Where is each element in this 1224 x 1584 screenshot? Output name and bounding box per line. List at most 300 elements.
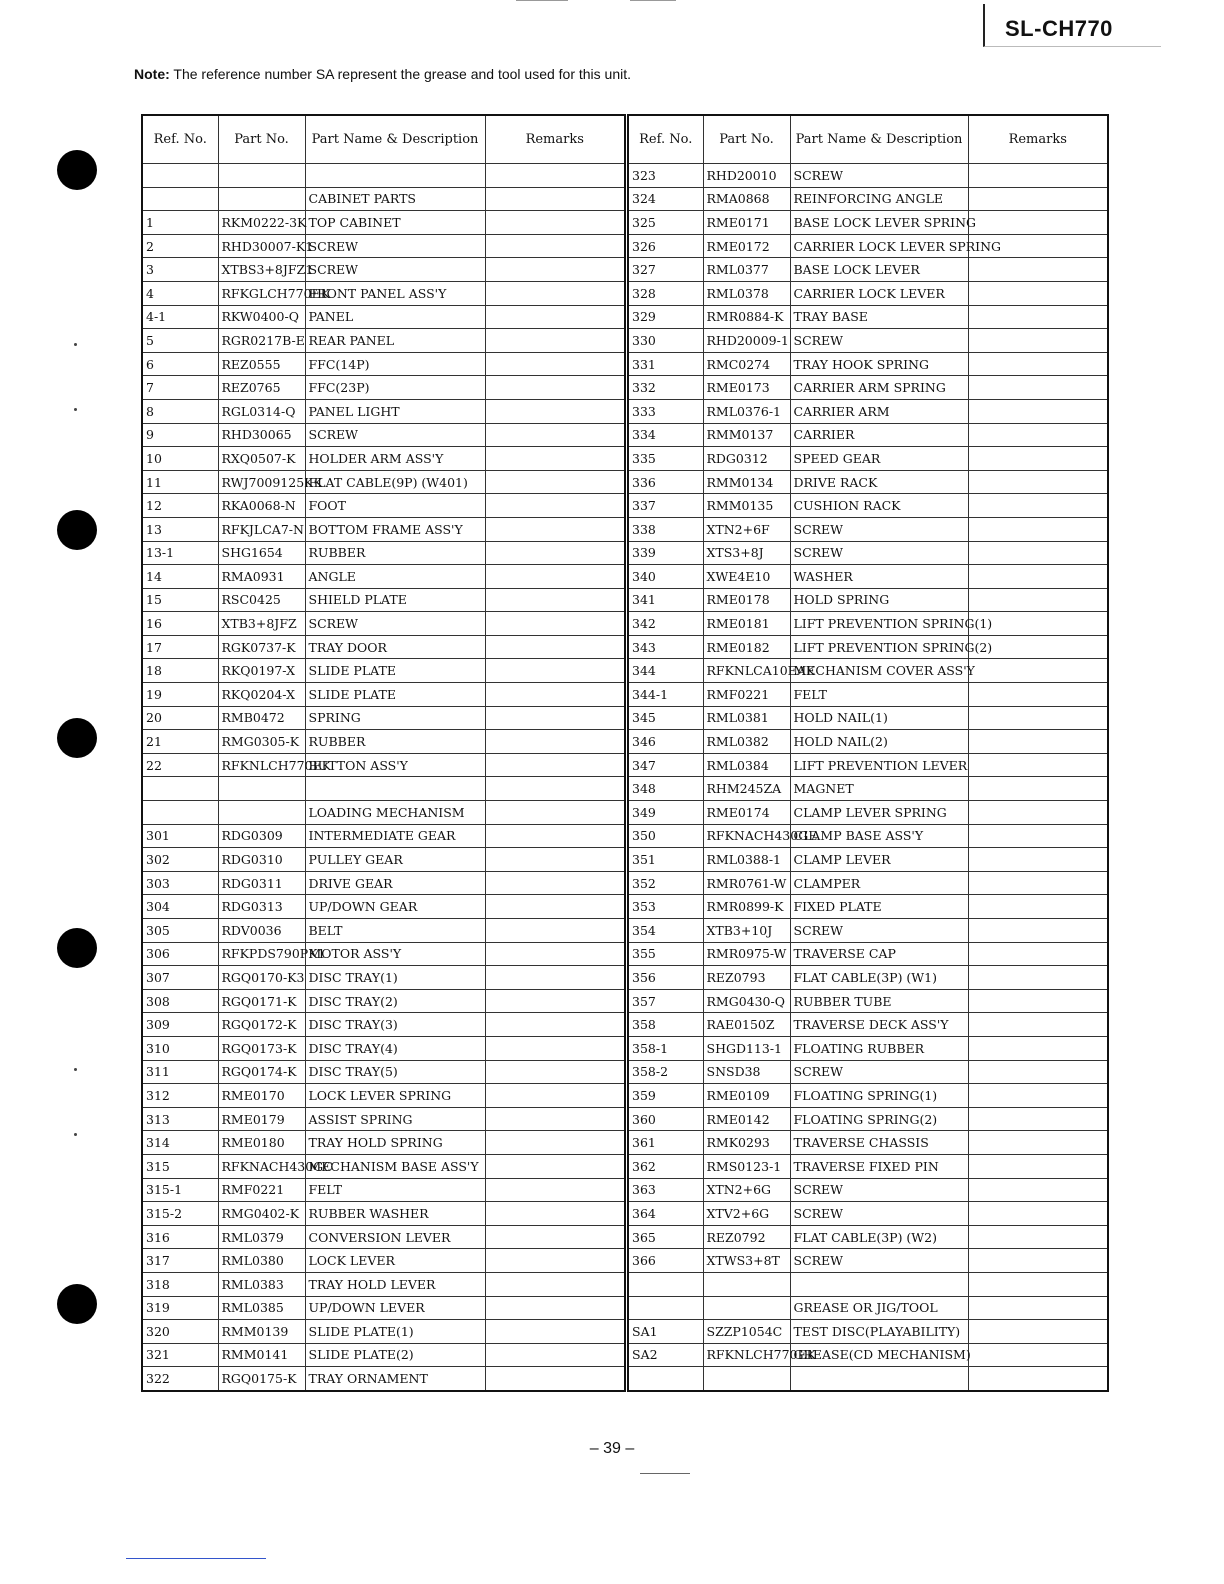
part-name-cell: DISC TRAY(1) xyxy=(305,966,485,990)
table-row xyxy=(142,399,625,423)
ref-no-cell: 366 xyxy=(628,1249,703,1273)
remarks-cell xyxy=(968,258,1108,282)
part-no-cell: RME0179 xyxy=(218,1107,305,1131)
ref-no-cell: 14 xyxy=(142,565,218,589)
part-no-cell: RDG0313 xyxy=(218,895,305,919)
part-name-cell: CARRIER ARM SPRING xyxy=(790,376,968,400)
remarks-cell xyxy=(485,1013,625,1037)
ref-no-cell xyxy=(628,1272,703,1296)
remarks-cell xyxy=(485,635,625,659)
ref-no-cell: 358-1 xyxy=(628,1036,703,1060)
ref-no-cell: 301 xyxy=(142,824,218,848)
part-no-cell: RDG0309 xyxy=(218,824,305,848)
table-row xyxy=(628,1131,1108,1155)
table-row xyxy=(628,376,1108,400)
remarks-cell xyxy=(968,919,1108,943)
table-row xyxy=(628,683,1108,707)
part-no-cell xyxy=(218,164,305,188)
part-no-cell xyxy=(218,801,305,825)
part-name-cell: SLIDE PLATE(1) xyxy=(305,1320,485,1344)
table-row xyxy=(142,164,625,188)
part-name-cell: ANGLE xyxy=(305,565,485,589)
part-no-cell: RGK0737-K xyxy=(218,635,305,659)
remarks-cell xyxy=(485,517,625,541)
ref-no-cell: 7 xyxy=(142,376,218,400)
remarks-cell xyxy=(485,1225,625,1249)
column-header-part-name: Part Name & Description xyxy=(790,115,968,164)
part-no-cell: RME0109 xyxy=(703,1084,790,1108)
ref-no-cell: 305 xyxy=(142,919,218,943)
binder-hole xyxy=(57,150,97,190)
part-no-cell: RGQ0170-K3 xyxy=(218,966,305,990)
part-name-cell: SCREW xyxy=(790,1060,968,1084)
ref-no-cell: 20 xyxy=(142,706,218,730)
table-row xyxy=(628,352,1108,376)
part-name-cell: CLAMPER xyxy=(790,871,968,895)
ref-no-cell: 357 xyxy=(628,989,703,1013)
remarks-cell xyxy=(968,447,1108,471)
column-header-part-no: Part No. xyxy=(703,115,790,164)
part-name-cell: TOP CABINET xyxy=(305,211,485,235)
part-name-cell: LOADING MECHANISM xyxy=(305,801,485,825)
part-no-cell: REZ0765 xyxy=(218,376,305,400)
remarks-cell xyxy=(968,470,1108,494)
part-name-cell: INTERMEDIATE GEAR xyxy=(305,824,485,848)
ref-no-cell: 17 xyxy=(142,635,218,659)
part-name-cell: TRAVERSE DECK ASS'Y xyxy=(790,1013,968,1037)
part-name-cell: MECHANISM COVER ASS'Y xyxy=(790,659,968,683)
part-name-cell: PANEL xyxy=(305,305,485,329)
remarks-cell xyxy=(485,1107,625,1131)
part-name-cell: FLOATING SPRING(2) xyxy=(790,1107,968,1131)
table-row xyxy=(142,801,625,825)
part-name-cell: FRONT PANEL ASS'Y xyxy=(305,281,485,305)
ref-no-cell: 16 xyxy=(142,612,218,636)
remarks-cell xyxy=(485,942,625,966)
ref-no-cell: 2 xyxy=(142,234,218,258)
remarks-cell xyxy=(968,753,1108,777)
table-row xyxy=(142,494,625,518)
ref-no-cell: 315-2 xyxy=(142,1202,218,1226)
table-row xyxy=(142,612,625,636)
remarks-cell xyxy=(485,164,625,188)
part-no-cell: RMR0884-K xyxy=(703,305,790,329)
ref-no-cell: 347 xyxy=(628,753,703,777)
remarks-cell xyxy=(485,305,625,329)
part-name-cell: CABINET PARTS xyxy=(305,187,485,211)
table-row xyxy=(628,706,1108,730)
remarks-cell xyxy=(968,659,1108,683)
part-no-cell: RML0377 xyxy=(703,258,790,282)
part-no-cell: RME0178 xyxy=(703,588,790,612)
part-name-cell: RUBBER xyxy=(305,730,485,754)
parts-table-left xyxy=(141,114,626,1392)
table-row xyxy=(142,1036,625,1060)
ref-no-cell: 338 xyxy=(628,517,703,541)
ref-no-cell: 12 xyxy=(142,494,218,518)
part-no-cell: RME0170 xyxy=(218,1084,305,1108)
table-row xyxy=(628,164,1108,188)
part-name-cell: TRAY ORNAMENT xyxy=(305,1367,485,1391)
part-no-cell: RDG0311 xyxy=(218,871,305,895)
binder-hole xyxy=(57,510,97,550)
remarks-cell xyxy=(968,1296,1108,1320)
part-no-cell: RME0171 xyxy=(703,211,790,235)
ref-no-cell: 4 xyxy=(142,281,218,305)
table-row xyxy=(628,494,1108,518)
table-row xyxy=(628,659,1108,683)
part-name-cell: SLIDE PLATE xyxy=(305,659,485,683)
table-row xyxy=(628,1202,1108,1226)
table-row xyxy=(142,1131,625,1155)
remarks-cell xyxy=(485,753,625,777)
part-name-cell xyxy=(305,164,485,188)
scan-line xyxy=(516,0,568,1)
remarks-cell xyxy=(968,1202,1108,1226)
table-row xyxy=(628,919,1108,943)
binder-hole xyxy=(57,718,97,758)
part-no-cell: RFKNACH430GC xyxy=(218,1154,305,1178)
table-row xyxy=(142,565,625,589)
part-no-cell: RWJ7009125KK xyxy=(218,470,305,494)
part-name-cell: ASSIST SPRING xyxy=(305,1107,485,1131)
part-name-cell: SCREW xyxy=(305,258,485,282)
remarks-cell xyxy=(485,1202,625,1226)
part-no-cell: XTBS3+8JFZ1 xyxy=(218,258,305,282)
table-row xyxy=(628,1249,1108,1273)
part-no-cell: RXQ0507-K xyxy=(218,447,305,471)
remarks-cell xyxy=(968,494,1108,518)
part-no-cell: RME0182 xyxy=(703,635,790,659)
part-name-cell: CLAMP BASE ASS'Y xyxy=(790,824,968,848)
remarks-cell xyxy=(968,777,1108,801)
table-row xyxy=(142,281,625,305)
remarks-cell xyxy=(968,305,1108,329)
remarks-cell xyxy=(968,164,1108,188)
ref-no-cell: 317 xyxy=(142,1249,218,1273)
table-row xyxy=(142,635,625,659)
ref-no-cell: 315 xyxy=(142,1154,218,1178)
part-name-cell: DISC TRAY(5) xyxy=(305,1060,485,1084)
table-row xyxy=(628,777,1108,801)
ref-no-cell: 330 xyxy=(628,329,703,353)
part-no-cell: XTN2+6G xyxy=(703,1178,790,1202)
table-row xyxy=(142,1154,625,1178)
part-name-cell: MAGNET xyxy=(790,777,968,801)
table-header-row xyxy=(628,115,1108,164)
part-no-cell: RMR0899-K xyxy=(703,895,790,919)
ref-no-cell: 310 xyxy=(142,1036,218,1060)
remarks-cell xyxy=(485,706,625,730)
part-name-cell: SPEED GEAR xyxy=(790,447,968,471)
ref-no-cell: 324 xyxy=(628,187,703,211)
table-row xyxy=(142,683,625,707)
ref-no-cell: 356 xyxy=(628,966,703,990)
part-name-cell: GREASE OR JIG/TOOL xyxy=(790,1296,968,1320)
table-row xyxy=(628,1296,1108,1320)
part-no-cell: XTWS3+8T xyxy=(703,1249,790,1273)
part-name-cell: CARRIER LOCK LEVER xyxy=(790,281,968,305)
part-no-cell: RMF0221 xyxy=(218,1178,305,1202)
remarks-cell xyxy=(485,399,625,423)
table-row xyxy=(142,1249,625,1273)
note-text: The reference number SA represent the grease and tool used for this unit. xyxy=(169,66,632,82)
part-no-cell: XTB3+8JFZ xyxy=(218,612,305,636)
ref-no-cell: 328 xyxy=(628,281,703,305)
table-row xyxy=(628,824,1108,848)
table-row xyxy=(628,565,1108,589)
part-no-cell: RDG0312 xyxy=(703,447,790,471)
table-row xyxy=(628,517,1108,541)
remarks-cell xyxy=(485,659,625,683)
table-row xyxy=(628,1225,1108,1249)
table-row xyxy=(628,801,1108,825)
ref-no-cell: 335 xyxy=(628,447,703,471)
ref-no-cell: 333 xyxy=(628,399,703,423)
part-name-cell xyxy=(790,1272,968,1296)
parts-table-right-body xyxy=(628,164,1108,1391)
column-header-ref-no: Ref. No. xyxy=(142,115,218,164)
ref-no-cell: 313 xyxy=(142,1107,218,1131)
part-no-cell: RMM0139 xyxy=(218,1320,305,1344)
remarks-cell xyxy=(968,329,1108,353)
remarks-cell xyxy=(968,1272,1108,1296)
remarks-cell xyxy=(485,612,625,636)
ref-no-cell: 362 xyxy=(628,1154,703,1178)
remarks-cell xyxy=(485,1367,625,1391)
ref-no-cell: 311 xyxy=(142,1060,218,1084)
table-row xyxy=(628,1013,1108,1037)
remarks-cell xyxy=(485,1343,625,1367)
ref-no-cell: 327 xyxy=(628,258,703,282)
remarks-cell xyxy=(485,352,625,376)
part-no-cell: XTN2+6F xyxy=(703,517,790,541)
part-name-cell: WASHER xyxy=(790,565,968,589)
part-no-cell: RME0142 xyxy=(703,1107,790,1131)
table-row xyxy=(628,1107,1108,1131)
table-row xyxy=(142,447,625,471)
ref-no-cell: 343 xyxy=(628,635,703,659)
table-row xyxy=(142,588,625,612)
table-row xyxy=(142,1013,625,1037)
table-row xyxy=(628,470,1108,494)
part-no-cell: RML0376-1 xyxy=(703,399,790,423)
ref-no-cell: 15 xyxy=(142,588,218,612)
part-name-cell: LOCK LEVER SPRING xyxy=(305,1084,485,1108)
table-row xyxy=(142,1060,625,1084)
part-name-cell: DRIVE RACK xyxy=(790,470,968,494)
table-row xyxy=(628,1060,1108,1084)
remarks-cell xyxy=(485,801,625,825)
part-name-cell: FLAT CABLE(9P) (W401) xyxy=(305,470,485,494)
remarks-cell xyxy=(485,730,625,754)
remarks-cell xyxy=(485,777,625,801)
table-row xyxy=(142,258,625,282)
ref-no-cell: 312 xyxy=(142,1084,218,1108)
part-no-cell: RHD20009-1 xyxy=(703,329,790,353)
part-no-cell: RMM0137 xyxy=(703,423,790,447)
part-name-cell: BASE LOCK LEVER xyxy=(790,258,968,282)
ref-no-cell: 341 xyxy=(628,588,703,612)
part-no-cell: RML0379 xyxy=(218,1225,305,1249)
part-no-cell: RFKPDS790PK1 xyxy=(218,942,305,966)
table-row xyxy=(628,895,1108,919)
ref-no-cell: 22 xyxy=(142,753,218,777)
table-row xyxy=(142,966,625,990)
model-header xyxy=(983,4,1161,47)
remarks-cell xyxy=(968,895,1108,919)
ref-no-cell: 358-2 xyxy=(628,1060,703,1084)
part-no-cell: RMM0141 xyxy=(218,1343,305,1367)
ref-no-cell: 365 xyxy=(628,1225,703,1249)
ref-no-cell: 18 xyxy=(142,659,218,683)
part-no-cell: RMF0221 xyxy=(703,683,790,707)
part-no-cell: RMK0293 xyxy=(703,1131,790,1155)
ref-no-cell: 352 xyxy=(628,871,703,895)
table-row xyxy=(142,1367,625,1391)
part-name-cell: DRIVE GEAR xyxy=(305,871,485,895)
part-no-cell: RMB0472 xyxy=(218,706,305,730)
part-name-cell: HOLD NAIL(2) xyxy=(790,730,968,754)
part-no-cell: RGR0217B-E xyxy=(218,329,305,353)
part-name-cell: TRAY BASE xyxy=(790,305,968,329)
remarks-cell xyxy=(485,683,625,707)
part-name-cell: LIFT PREVENTION SPRING(2) xyxy=(790,635,968,659)
part-name-cell: CARRIER xyxy=(790,423,968,447)
part-no-cell: RMS0123-1 xyxy=(703,1154,790,1178)
table-row xyxy=(142,211,625,235)
ref-no-cell: SA2 xyxy=(628,1343,703,1367)
scan-speck xyxy=(74,408,77,411)
remarks-cell xyxy=(968,683,1108,707)
part-name-cell: FLAT CABLE(3P) (W2) xyxy=(790,1225,968,1249)
part-no-cell: RMG0430-Q xyxy=(703,989,790,1013)
part-no-cell: RMA0931 xyxy=(218,565,305,589)
part-name-cell: BUTTON ASS'Y xyxy=(305,753,485,777)
part-name-cell: CARRIER LOCK LEVER SPRING xyxy=(790,234,968,258)
part-name-cell: MOTOR ASS'Y xyxy=(305,942,485,966)
table-row xyxy=(628,989,1108,1013)
part-name-cell: LIFT PREVENTION SPRING(1) xyxy=(790,612,968,636)
remarks-cell xyxy=(485,470,625,494)
table-header-row xyxy=(142,115,625,164)
remarks-cell xyxy=(485,588,625,612)
part-no-cell: RHD30065 xyxy=(218,423,305,447)
part-no-cell: RFKGLCH770EK xyxy=(218,281,305,305)
ref-no-cell: 334 xyxy=(628,423,703,447)
table-row xyxy=(628,447,1108,471)
remarks-cell xyxy=(485,281,625,305)
remarks-cell xyxy=(485,895,625,919)
ref-no-cell: 308 xyxy=(142,989,218,1013)
part-name-cell: LIFT PREVENTION LEVER xyxy=(790,753,968,777)
part-name-cell: FELT xyxy=(305,1178,485,1202)
table-row xyxy=(628,1178,1108,1202)
part-name-cell: SCREW xyxy=(790,329,968,353)
part-name-cell: TRAVERSE FIXED PIN xyxy=(790,1154,968,1178)
table-row xyxy=(142,1202,625,1226)
footer-line xyxy=(640,1473,690,1474)
part-no-cell: RMR0761-W xyxy=(703,871,790,895)
remarks-cell xyxy=(485,966,625,990)
remarks-cell xyxy=(485,824,625,848)
table-row xyxy=(628,730,1108,754)
model-number: SL-CH770 xyxy=(1005,16,1113,41)
table-row xyxy=(142,423,625,447)
ref-no-cell: 1 xyxy=(142,211,218,235)
table-row xyxy=(628,753,1108,777)
part-no-cell: RHD20010 xyxy=(703,164,790,188)
part-no-cell: RAE0150Z xyxy=(703,1013,790,1037)
column-header-ref-no: Ref. No. xyxy=(628,115,703,164)
remarks-cell xyxy=(485,1272,625,1296)
remarks-cell xyxy=(485,565,625,589)
table-row xyxy=(142,871,625,895)
table-row xyxy=(142,234,625,258)
table-row xyxy=(142,706,625,730)
part-name-cell: UP/DOWN LEVER xyxy=(305,1296,485,1320)
part-name-cell: FELT xyxy=(790,683,968,707)
part-name-cell: SCREW xyxy=(305,612,485,636)
ref-no-cell: 359 xyxy=(628,1084,703,1108)
part-no-cell: RMA0868 xyxy=(703,187,790,211)
part-name-cell: FFC(14P) xyxy=(305,352,485,376)
part-no-cell: XWE4E10 xyxy=(703,565,790,589)
part-no-cell: RME0181 xyxy=(703,612,790,636)
remarks-cell xyxy=(968,565,1108,589)
table-row xyxy=(628,1084,1108,1108)
table-row xyxy=(142,1343,625,1367)
table-row xyxy=(142,352,625,376)
ref-no-cell: 323 xyxy=(628,164,703,188)
part-name-cell: FIXED PLATE xyxy=(790,895,968,919)
part-name-cell: HOLD NAIL(1) xyxy=(790,706,968,730)
part-name-cell: SCREW xyxy=(305,423,485,447)
remarks-cell xyxy=(485,1060,625,1084)
ref-no-cell: 363 xyxy=(628,1178,703,1202)
part-name-cell: DISC TRAY(4) xyxy=(305,1036,485,1060)
remarks-cell xyxy=(968,423,1108,447)
part-name-cell: SCREW xyxy=(790,1249,968,1273)
ref-no-cell: 337 xyxy=(628,494,703,518)
remarks-cell xyxy=(485,871,625,895)
ref-no-cell: 309 xyxy=(142,1013,218,1037)
ref-no-cell: 19 xyxy=(142,683,218,707)
part-name-cell: CLAMP LEVER xyxy=(790,848,968,872)
remarks-cell xyxy=(968,1178,1108,1202)
ref-no-cell: 342 xyxy=(628,612,703,636)
part-no-cell: RFKNACH430GE xyxy=(703,824,790,848)
remarks-cell xyxy=(485,1154,625,1178)
binder-hole xyxy=(57,928,97,968)
part-no-cell: RFKNLCA10EAK xyxy=(703,659,790,683)
remarks-cell xyxy=(485,329,625,353)
scan-speck xyxy=(74,1068,77,1071)
ref-no-cell xyxy=(142,777,218,801)
part-name-cell: SCREW xyxy=(790,541,968,565)
part-name-cell: TRAY DOOR xyxy=(305,635,485,659)
ref-no-cell: 304 xyxy=(142,895,218,919)
ref-no-cell xyxy=(628,1296,703,1320)
part-name-cell: SCREW xyxy=(790,1178,968,1202)
part-name-cell: DISC TRAY(3) xyxy=(305,1013,485,1037)
part-name-cell: BOTTOM FRAME ASS'Y xyxy=(305,517,485,541)
remarks-cell xyxy=(968,1154,1108,1178)
ref-no-cell: 5 xyxy=(142,329,218,353)
remarks-cell xyxy=(968,1249,1108,1273)
scan-speck xyxy=(74,1133,77,1136)
table-row xyxy=(628,1343,1108,1367)
